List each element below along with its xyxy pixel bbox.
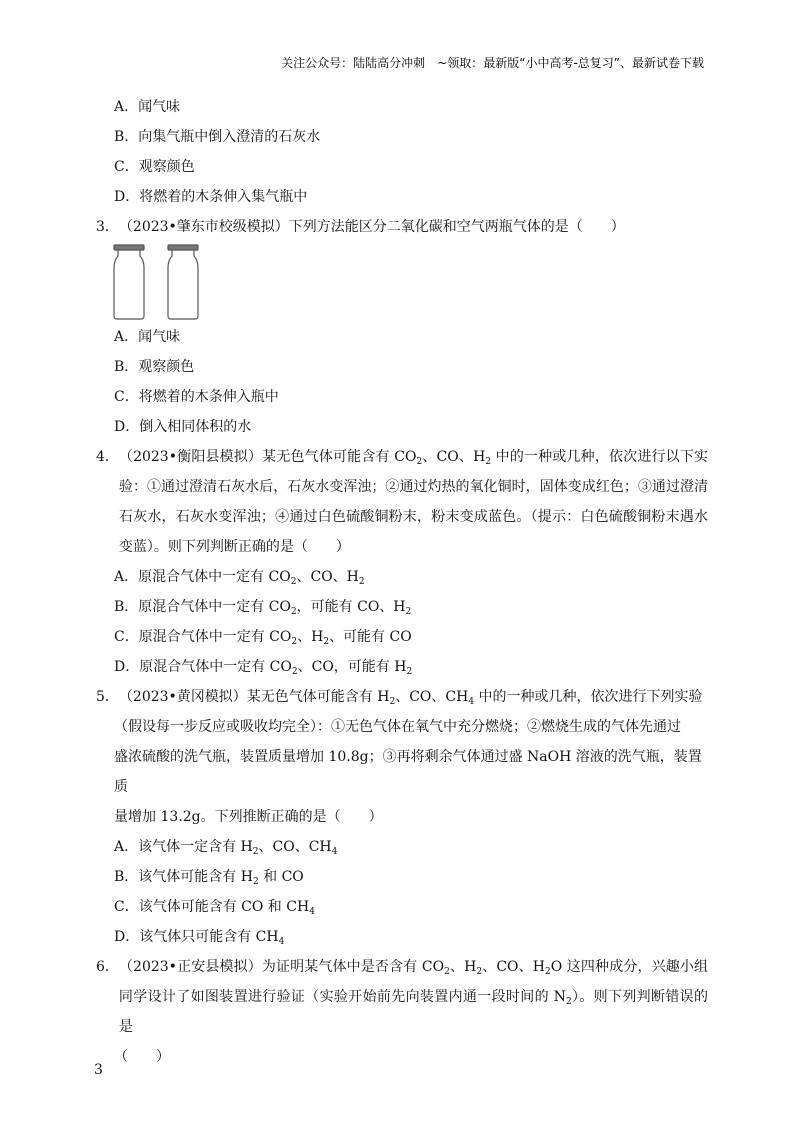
question-number: 5．	[96, 689, 119, 705]
question-stem-line: 量增加 13.2g。下列推断正确的是（ ）	[114, 809, 383, 825]
gas-bottle-icon	[112, 242, 222, 322]
page-content	[96, 92, 708, 1072]
q2-option-b: B．向集气瓶中倒入澄清的石灰水	[114, 129, 321, 145]
q5-option-d: D．该气体只可能含有 $CH_4$	[114, 929, 285, 947]
question-3	[96, 212, 708, 242]
q2-option-d: D．将燃着的木条伸入集气瓶中	[114, 189, 308, 205]
question-stem: （2023•肇东市校级模拟）下列方法能区分二氧化碳和空气两瓶气体的是（ ）	[118, 219, 625, 235]
q3-option-c: C．将燃着的木条伸入瓶中	[114, 389, 279, 405]
q5-option-a: A．该气体一定含有 $H_2$、CO、$CH_4$	[114, 839, 338, 857]
question-4	[96, 442, 708, 562]
question-5	[96, 682, 708, 712]
q4-option-c: C．原混合气体中一定有 $CO_2$、$H_2$、可能有 CO	[114, 629, 412, 647]
q5-option-b: B．该气体可能含有 $H_2$ 和 CO	[114, 869, 304, 887]
page-header: 关注公众号：陆陆高分冲刺 ~领取：最新版“小中高考-总复习”、最新试卷下载	[281, 56, 704, 70]
question-stem-line: （假设每一步反应或吸收均完全）：①无色气体在氧气中充分燃烧；②燃烧生成的气体先通过	[114, 719, 681, 735]
q3-option-b: B．观察颜色	[114, 359, 195, 375]
q2-option-a: A．闻气味	[114, 99, 181, 115]
question-number: 4．	[96, 449, 119, 465]
q3-option-a: A．闻气味	[114, 329, 181, 345]
question-stem: （2023•黄冈模拟）某无色气体可能含有 $H_2$、CO、$CH_4$ 中的一种或几种，依次进行下列实验	[118, 689, 703, 707]
page-number: 3	[94, 1062, 103, 1078]
q4-option-b: B．原混合气体中一定有 $CO_2$，可能有 CO、$H_2$	[114, 599, 412, 617]
question-stem: （2023•正安县模拟）为证明某气体中是否含有 $CO_2$、$H_2$、CO、$H_2O$ 这四种成分，兴趣小组同学设计了如图装置进行验证（实验开始前先向装置内通一段时间的 $N_2$）。则下列判断错误的是	[118, 959, 708, 1035]
q2-option-c: C．观察颜色	[114, 159, 195, 175]
question-number: 6．	[96, 959, 119, 975]
question-6	[96, 952, 708, 1042]
gas-bottles-figure	[112, 242, 708, 322]
q3-option-d: D．倒入相同体积的水	[114, 419, 252, 435]
q4-option-a: A．原混合气体中一定有 $CO_2$、CO、$H_2$	[114, 569, 365, 587]
q4-option-d: D．原混合气体中一定有 $CO_2$、CO，可能有 $H_2$	[114, 659, 413, 677]
question-stem-line: 盛浓硫酸的洗气瓶，装置质量增加 10.8g；③再将剩余气体通过盛 NaOH 溶液的洗气瓶，装置质	[114, 749, 702, 795]
answer-blank: （ ）	[114, 1049, 170, 1065]
question-number: 3．	[96, 219, 119, 235]
question-stem: （2023•衡阳县模拟）某无色气体可能含有 $CO_2$、CO、$H_2$ 中的一种或几种，依次进行以下实验：①通过澄清石灰水后，石灰水变浑浊；②通过灼热的氧化铜时，固体变成红色；③通过澄清石灰水，石灰水变浑浊；④通过白色硫酸铜粉末，粉末变成蓝色。（提示：白色硫酸铜粉末遇水变蓝）。则下列判断正确的是（ ）	[118, 449, 709, 555]
q5-option-c: C．该气体可能含有 CO 和 $CH_4$	[114, 899, 315, 917]
